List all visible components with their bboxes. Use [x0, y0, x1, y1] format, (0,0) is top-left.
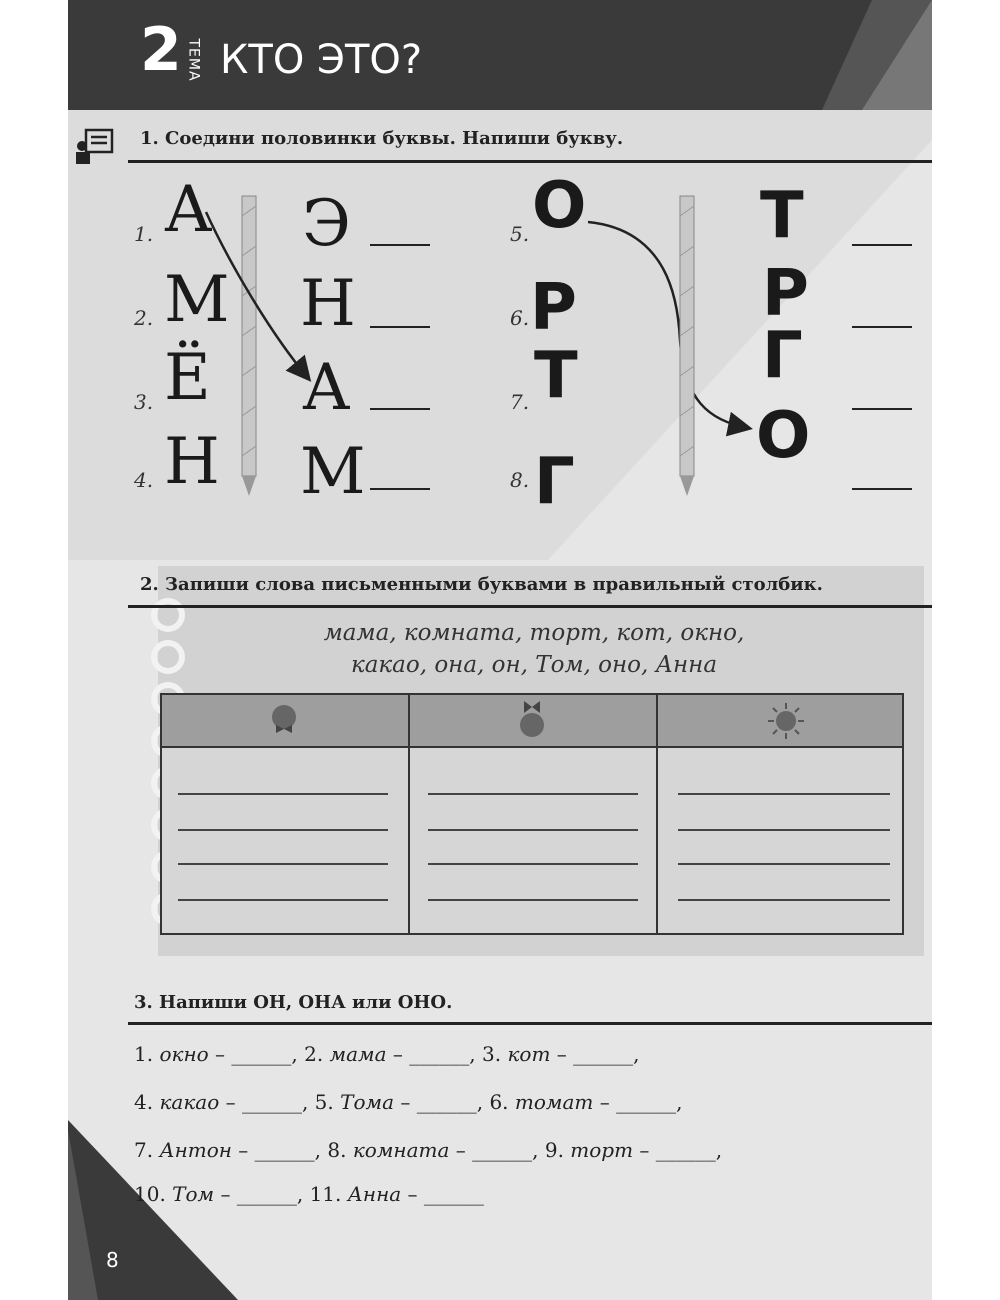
letter-half-g-bottom[interactable]: Г [762, 319, 803, 393]
writing-line[interactable] [178, 829, 388, 831]
writing-line[interactable] [428, 793, 638, 795]
item-number-3: 3. [134, 390, 154, 414]
letter-half-p-top[interactable]: Р [530, 271, 577, 345]
boy-he-icon [266, 701, 302, 741]
topic-title: КТО ЭТО? [220, 37, 423, 83]
letter-half-n-right[interactable]: Н [300, 267, 356, 341]
page-number: 8 [106, 1248, 119, 1272]
exercise-3-row-3[interactable]: 7. Антон – ______, 8. комната – ______, 9. торт – ______, [134, 1138, 723, 1162]
exercise-3-rule [128, 1022, 932, 1025]
pencil-divider-icon [678, 196, 696, 496]
writing-line[interactable] [678, 793, 890, 795]
letter-half-m-left[interactable]: М [164, 263, 230, 337]
word-list-line-1: мама, комната, торт, кот, окно, [323, 620, 745, 646]
writing-line[interactable] [428, 829, 638, 831]
exercise-2-title: 2. Запиши слова письменными буквами в правильный столбик. [140, 574, 823, 595]
item-number-2: 2. [134, 306, 154, 330]
item-number-5: 5. [510, 222, 530, 246]
letter-half-t-top[interactable]: Т [760, 179, 804, 253]
writing-line[interactable] [678, 899, 890, 901]
sorting-table [160, 693, 904, 935]
letter-half-e-left[interactable]: Ё [164, 341, 211, 415]
writing-line[interactable] [678, 863, 890, 865]
writing-line[interactable] [178, 793, 388, 795]
letter-half-a-left[interactable]: А [164, 173, 213, 247]
girl-she-icon [514, 699, 550, 741]
item-number-8: 8. [510, 468, 530, 492]
letter-half-p-bottom[interactable]: Р [762, 257, 809, 331]
letter-half-o-top[interactable]: О [532, 169, 587, 243]
answer-blank-7[interactable] [852, 408, 912, 410]
writing-line[interactable] [178, 899, 388, 901]
letter-half-m-right[interactable]: М [300, 435, 366, 509]
item-number-4: 4. [134, 468, 154, 492]
item-number-1: 1. [134, 222, 154, 246]
exercise-2-rule [128, 605, 932, 608]
exercise-3-row-4[interactable]: 10. Том – ______, 11. Анна – ______ [134, 1182, 484, 1206]
sun-it-icon [766, 701, 806, 741]
letter-half-g-top[interactable]: Г [534, 445, 575, 519]
writing-line[interactable] [428, 899, 638, 901]
exercise-1-title: 1. Соедини половинки буквы. Напиши букву. [140, 128, 624, 149]
item-number-6: 6. [510, 306, 530, 330]
writing-line[interactable] [678, 829, 890, 831]
answer-blank-5[interactable] [852, 244, 912, 246]
exercise-3-row-1[interactable]: 1. окно – ______, 2. мама – ______, 3. кот – ______, [134, 1042, 640, 1066]
letter-half-a-right[interactable]: А [302, 351, 351, 425]
word-list-line-2: какао, она, он, Том, оно, Анна [350, 652, 718, 678]
item-number-7: 7. [510, 390, 530, 414]
letter-half-e-right[interactable]: Э [302, 187, 351, 261]
exercise-3-row-2[interactable]: 4. какао – ______, 5. Тома – ______, 6. томат – ______, [134, 1090, 683, 1114]
letter-half-t-top-bottom[interactable]: Т [534, 339, 578, 413]
writing-line[interactable] [178, 863, 388, 865]
topic-number: 2 [140, 15, 182, 85]
writing-line[interactable] [428, 863, 638, 865]
workbook-page [68, 0, 932, 1300]
answer-blank-8[interactable] [852, 488, 912, 490]
exercise-3-title: 3. Напиши ОН, ОНА или ОНО. [134, 992, 453, 1013]
letter-half-n-left[interactable]: Н [164, 425, 220, 499]
topic-label: ТЕМА [185, 38, 202, 82]
answer-blank-6[interactable] [852, 326, 912, 328]
letter-half-o-bottom[interactable]: О [756, 399, 811, 473]
